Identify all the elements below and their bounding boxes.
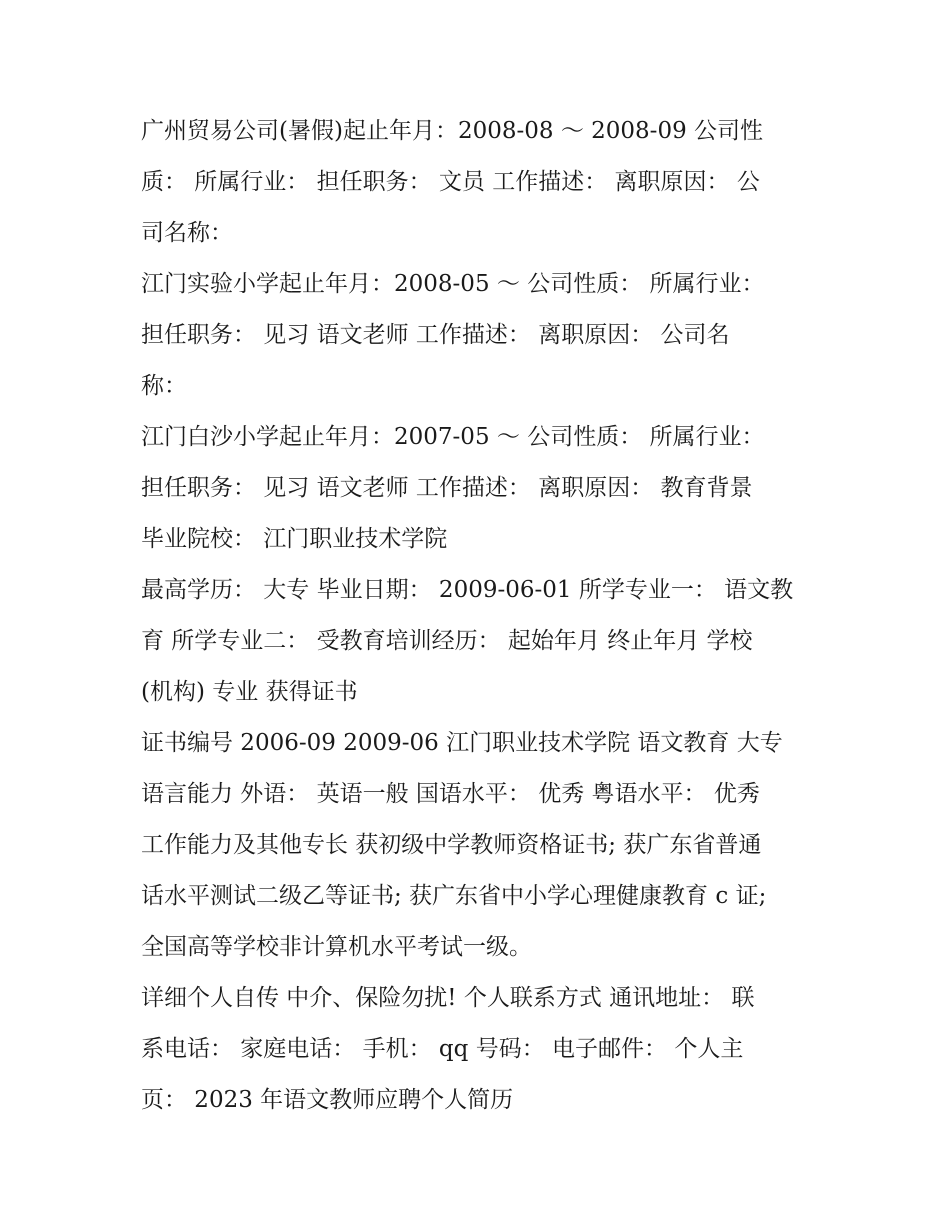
text-line: 系电话： 家庭电话： 手机： qq 号码： 电子邮件： 个人主 xyxy=(141,1036,744,1062)
text-line: 广州贸易公司(暑假)起止年月：2008-08 ～ 2008-09 公司性 xyxy=(141,118,764,144)
text-line: 毕业院校： 江门职业技术学院 xyxy=(141,526,448,552)
text-line: 证书编号 2006-09 2009-06 江门职业技术学院 语文教育 大专 xyxy=(141,730,783,756)
text-line: 江门白沙小学起止年月：2007-05 ～ 公司性质： 所属行业： xyxy=(141,424,765,450)
document-body xyxy=(141,106,811,1126)
text-line: 担任职务： 见习 语文老师 工作描述： 离职原因： 公司名 xyxy=(141,322,730,348)
text-line: 司名称： xyxy=(141,220,233,246)
text-line: 详细个人自传 中介、保险勿扰! 个人联系方式 通讯地址： 联 xyxy=(141,985,755,1011)
text-line: (机构) 专业 获得证书 xyxy=(141,679,358,705)
text-line: 育 所学专业二： 受教育培训经历： 起始年月 终止年月 学校 xyxy=(141,628,753,654)
text-line: 工作能力及其他专长 获初级中学教师资格证书; 获广东省普通 xyxy=(141,832,762,858)
text-line: 话水平测试二级乙等证书; 获广东省中小学心理健康教育 c 证; xyxy=(141,883,767,909)
text-line: 最高学历： 大专 毕业日期： 2009-06-01 所学专业一： 语文教 xyxy=(141,577,794,603)
text-line: 质： 所属行业： 担任职务： 文员 工作描述： 离职原因： 公 xyxy=(141,169,760,195)
text-line: 称： xyxy=(141,373,187,399)
text-line: 语言能力 外语： 英语一般 国语水平： 优秀 粤语水平： 优秀 xyxy=(141,781,760,807)
text-line: 全国高等学校非计算机水平考试一级。 xyxy=(141,934,532,960)
text-line: 页： 2023 年语文教师应聘个人简历 xyxy=(141,1087,514,1113)
text-line: 担任职务： 见习 语文老师 工作描述： 离职原因： 教育背景 xyxy=(141,475,753,501)
text-line: 江门实验小学起止年月：2008-05 ～ 公司性质： 所属行业： xyxy=(141,271,765,297)
